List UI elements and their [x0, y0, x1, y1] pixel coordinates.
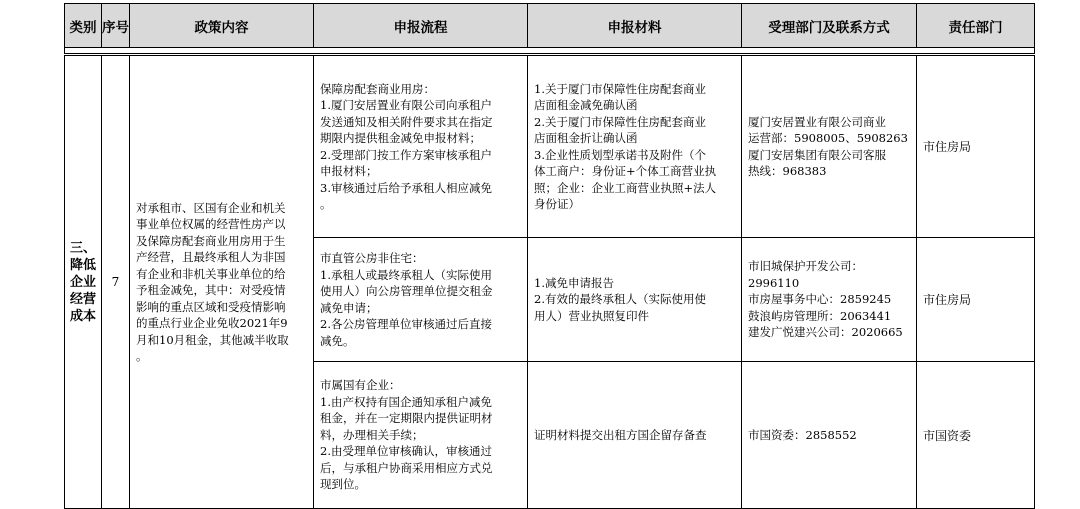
text-line: 照；企业：企业工商营业执照+法人 [534, 180, 717, 195]
category-cell [65, 55, 102, 509]
header-row [65, 4, 1035, 48]
text-line: 热线：968383 [748, 164, 827, 178]
contact-cell [742, 55, 917, 238]
text-line: 市房屋事务中心：2859245 [748, 292, 892, 307]
text-line: 现到位。 [320, 477, 366, 492]
text-line: 运营部：5908005、5908263 [748, 131, 908, 145]
text-line: 2996110 [748, 275, 800, 290]
text-line: 2.受理部门按工作方案审核承租户 [320, 147, 492, 162]
policy-line: 的重点行业企业免收2021年9 [136, 316, 288, 330]
materials-cell [528, 238, 742, 362]
policy-line: 月和10月租金，其他减半收取 [136, 332, 289, 347]
text-line: 市属国有企业： [320, 378, 401, 393]
text-line: 厦门安居置业有限公司商业 [748, 114, 886, 129]
text-line: 料，办理相关手续； [320, 427, 424, 442]
policy-line: 予租金减免，其中：对受疫情 [136, 283, 286, 297]
policy-line: 产经营，且最终承租人为非国 [136, 250, 286, 264]
text-line: 店面租金减免确认函 [534, 98, 638, 112]
text-line: 保障房配套商业用房： [320, 81, 435, 96]
header-category: 类别 [65, 4, 102, 48]
text-line: 厦门安居集团有限公司客服 [748, 147, 886, 162]
process-cell [314, 362, 528, 509]
text-line: 店面租金折让确认函 [534, 131, 638, 145]
header-policy: 政策内容 [130, 4, 314, 48]
policy-line: 对承租市、区国有企业和机关 [136, 200, 286, 215]
header-seq: 序号 [102, 4, 130, 48]
text-line: 市直管公房非住宅： [320, 251, 424, 265]
text-line: 体工商户：身份证+个体工商营业执 [534, 164, 717, 178]
text-line: 用人）营业执照复印件 [534, 308, 649, 323]
text-line: 租金，并在一定期限内提供证明材 [320, 411, 493, 426]
text-line: 发送通知及相关附件要求其在指定 [320, 114, 493, 129]
dept-cell: 市住房局 [917, 55, 1035, 238]
text-line: 市国资委：2858552 [748, 427, 857, 442]
text-line: 1.厦门安居置业有限公司向承租户 [320, 98, 492, 112]
text-line: 3.企业性质划型承诺书及附件（个 [534, 147, 706, 162]
policy-table [64, 3, 1035, 509]
text-line: 证明材料提交出租方国企留存备查 [534, 427, 707, 442]
text-line: 1.承租人或最终承租人（实际使用 [320, 267, 492, 282]
text-line: 市旧城保护开发公司： [748, 259, 863, 274]
category-line: 降低 [69, 257, 96, 273]
text-line: 1.由产权持有国企通知承租户减免 [320, 394, 492, 409]
text-line: 申报材料； [320, 164, 378, 178]
dept-cell: 市住房局 [917, 238, 1035, 362]
policy-content-cell [130, 55, 314, 509]
policy-line: 。 [136, 349, 148, 363]
text-line: 1.减免申请报告 [534, 275, 614, 290]
text-line: 1.关于厦门市保障性住房配套商业 [534, 81, 706, 96]
text-line: 2.有效的最终承租人（实际使用使 [534, 292, 706, 307]
category-line: 三、 [69, 240, 96, 256]
text-line: 减免申请； [320, 300, 378, 315]
policy-line: 影响的重点区域和受疫情影响 [136, 299, 286, 314]
text-line: 2.关于厦门市保障性住房配套商业 [534, 114, 706, 129]
materials-cell [528, 55, 742, 238]
text-line: 建发广悦建兴公司：2020665 [748, 325, 903, 340]
text-line: 身份证） [534, 197, 580, 211]
category-line: 企业 [69, 274, 96, 290]
category-line: 成本 [69, 308, 96, 324]
contact-cell [742, 362, 917, 509]
policy-line: 及保障房配套商业用房用于生 [136, 233, 286, 248]
header-process: 申报流程 [314, 4, 528, 48]
text-line: 。 [320, 197, 332, 211]
text-line: 期限内提供租金减免申报材料； [320, 131, 481, 145]
category-line: 经营 [69, 291, 96, 307]
text-line: 减免。 [320, 333, 355, 348]
header-materials: 申报材料 [528, 4, 742, 48]
header-dept: 责任部门 [917, 4, 1035, 48]
materials-cell [528, 362, 742, 509]
text-line: 2.各公房管理单位审核通过后直接 [320, 317, 492, 331]
policy-line: 有企业和非机关事业单位的给 [136, 266, 286, 281]
text-line: 2.由受理单位审核确认，审核通过 [320, 444, 492, 459]
process-cell [314, 238, 528, 362]
header-contact: 受理部门及联系方式 [742, 4, 917, 48]
text-line: 鼓浪屿房管理所：2063441 [748, 308, 892, 323]
text-line: 后，与承租户协商采用相应方式兑 [320, 460, 493, 475]
text-line: 使用人）向公房管理单位提交租金 [320, 284, 493, 298]
text-line: 3.审核通过后给予承租人相应减免 [320, 180, 492, 195]
spacer-row [65, 48, 1035, 55]
contact-cell [742, 238, 917, 362]
dept-cell: 市国资委 [917, 362, 1035, 509]
seq-cell: 7 [102, 55, 130, 509]
process-cell [314, 55, 528, 238]
table-row [65, 55, 1035, 238]
policy-line: 事业单位权属的经营性房产以 [136, 217, 286, 231]
